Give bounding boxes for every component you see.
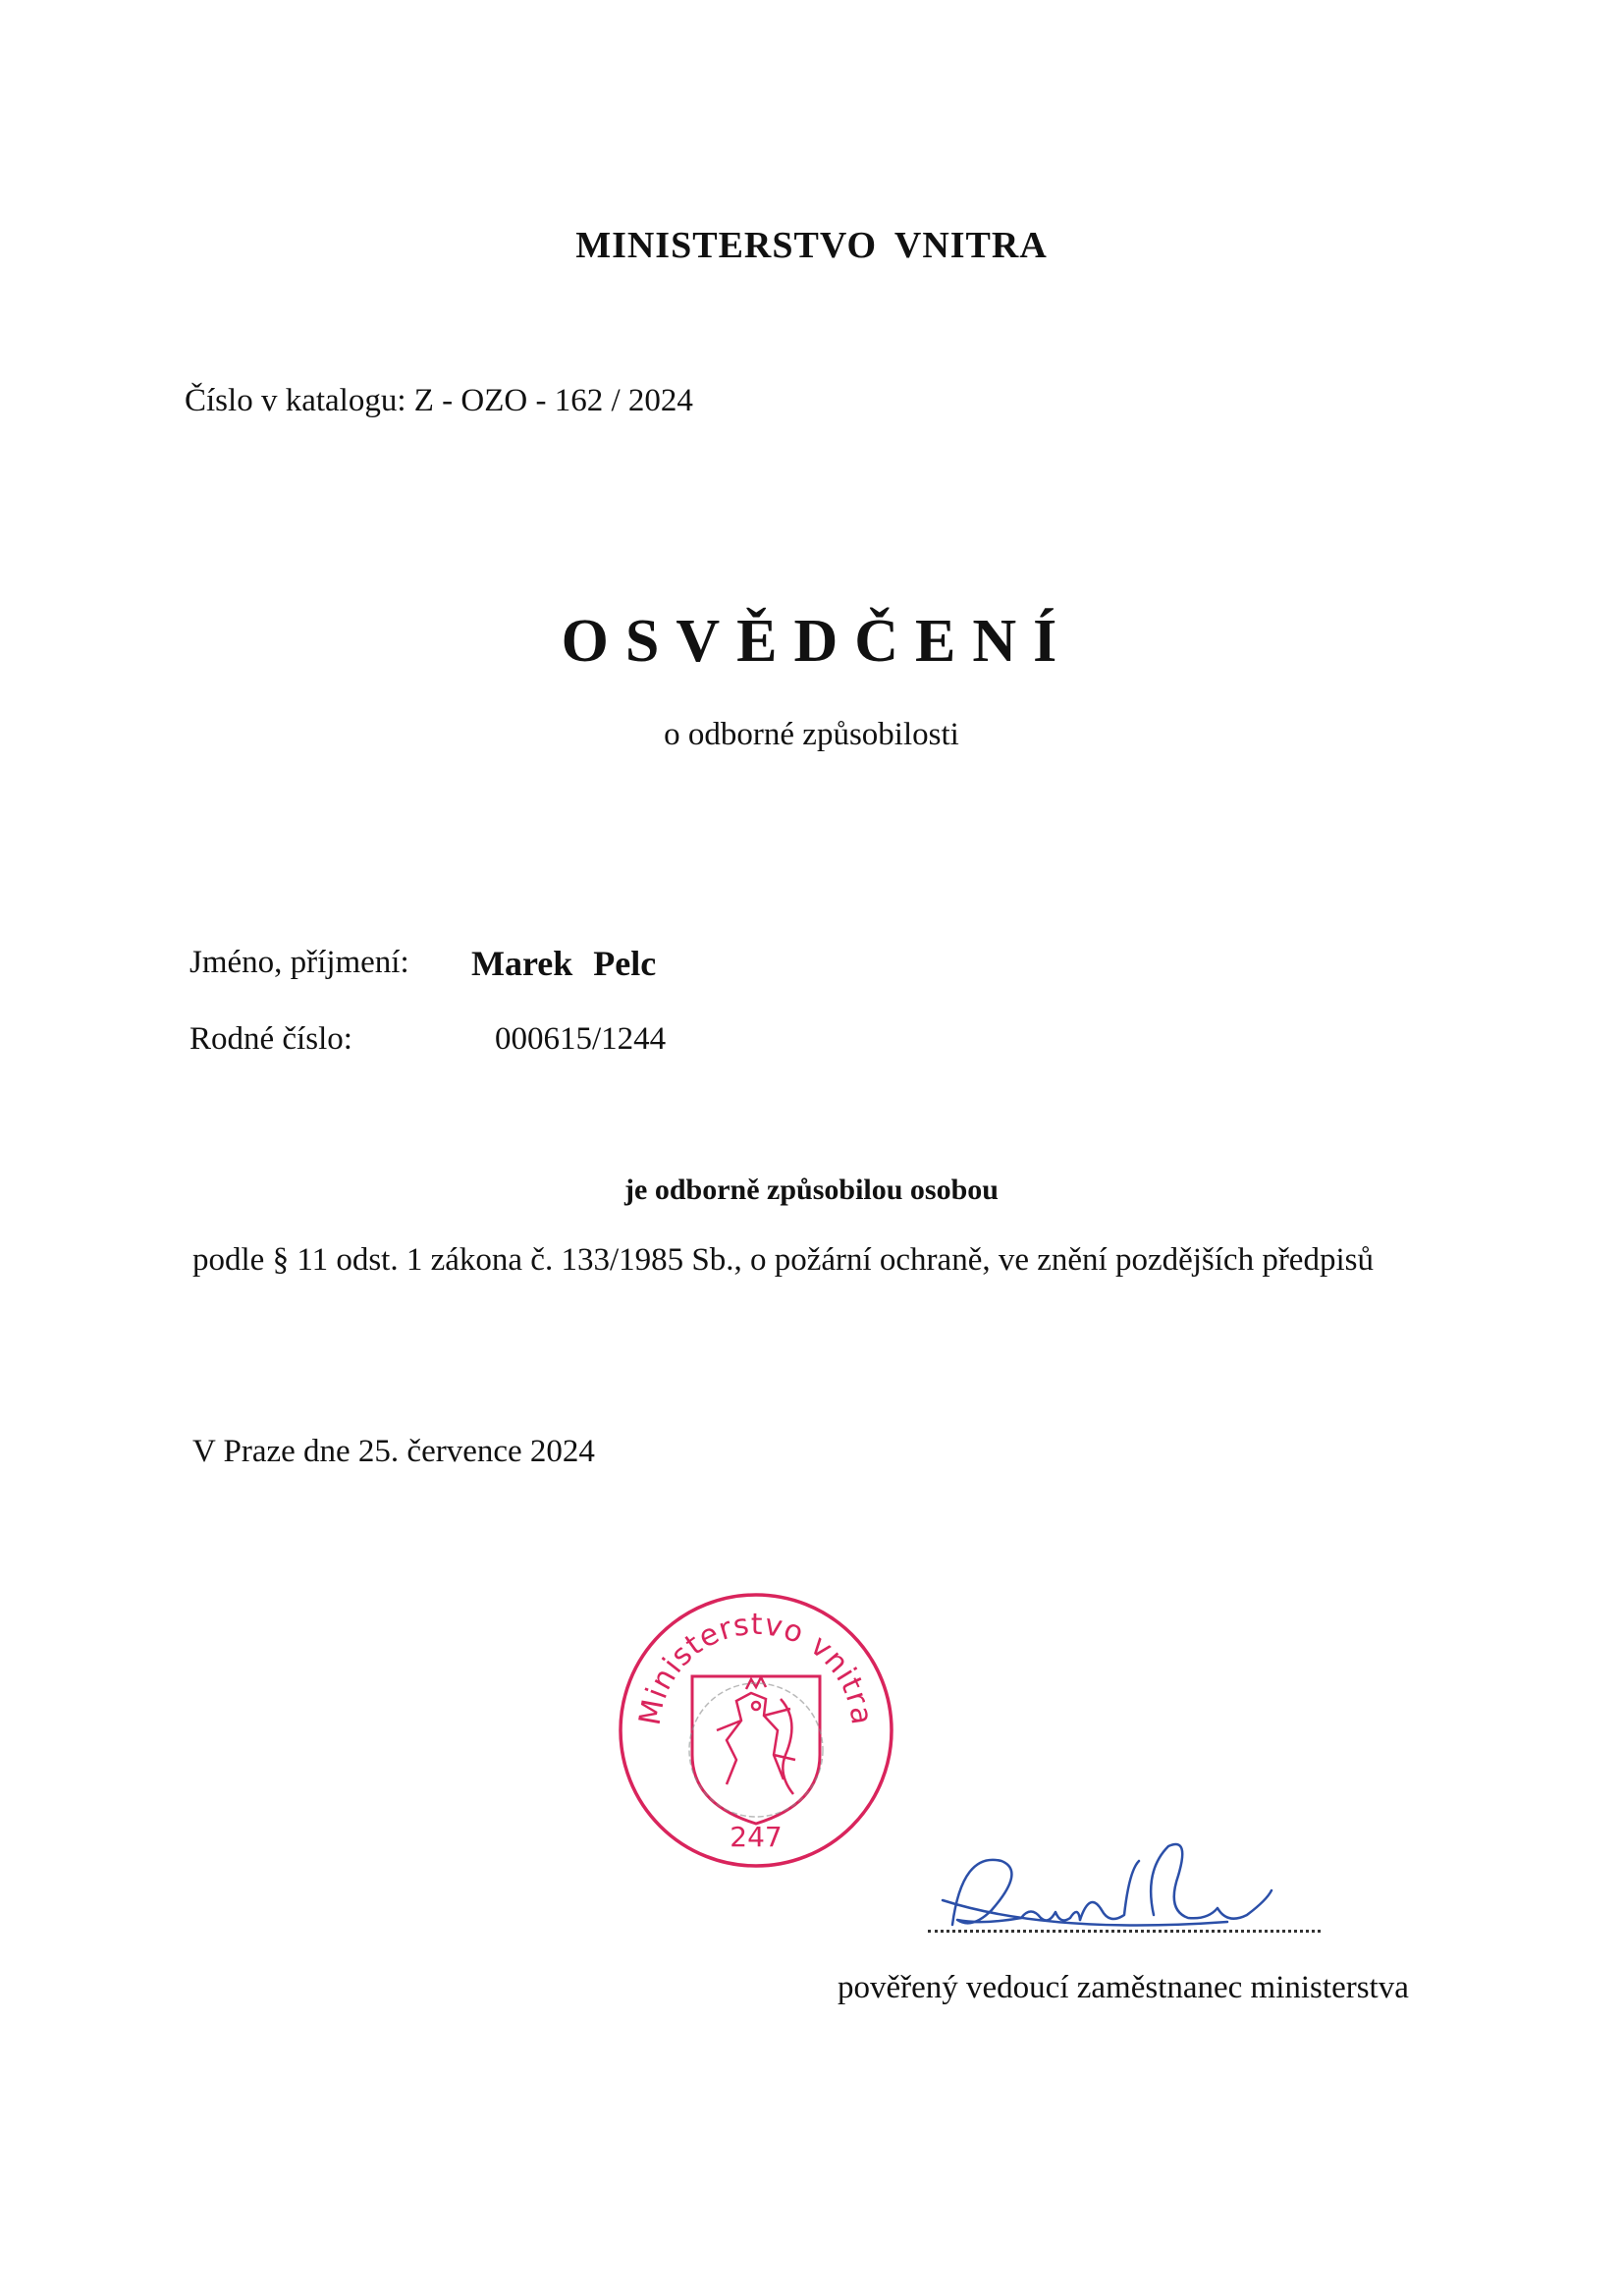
place-and-date: V Praze dne 25. července 2024 <box>192 1434 595 1469</box>
ministry-heading: MINISTERSTVO VNITRA <box>575 225 1048 266</box>
official-stamp <box>609 1583 903 1878</box>
stamp-number: 247 <box>730 1821 783 1853</box>
name-value: Marek Pelc <box>471 944 657 983</box>
document-subtitle: o odborné způsobilosti <box>664 717 959 752</box>
birth-number-value: 000615/1244 <box>495 1021 667 1057</box>
stamp-text: Ministerstvo vnitra <box>632 1607 880 1728</box>
catalog-number: Číslo v katalogu: Z - OZO - 162 / 2024 <box>185 383 693 418</box>
name-label: Jméno, příjmení: <box>189 945 409 980</box>
coat-of-arms-shield-icon <box>692 1676 820 1824</box>
competence-statement: je odborně způsobilou osobou <box>624 1174 999 1206</box>
lion-icon <box>717 1677 795 1794</box>
signer-title: pověřený vedoucí zaměstnanec ministerstva <box>838 1970 1409 2005</box>
signature-line <box>928 1930 1321 1933</box>
birth-number-label: Rodné číslo: <box>189 1021 352 1057</box>
legal-basis: podle § 11 odst. 1 zákona č. 133/1985 Sb., o požární ochraně, ve znění pozdějších předpisů <box>192 1242 1374 1278</box>
document-title: OSVĚDČENÍ <box>561 608 1074 675</box>
